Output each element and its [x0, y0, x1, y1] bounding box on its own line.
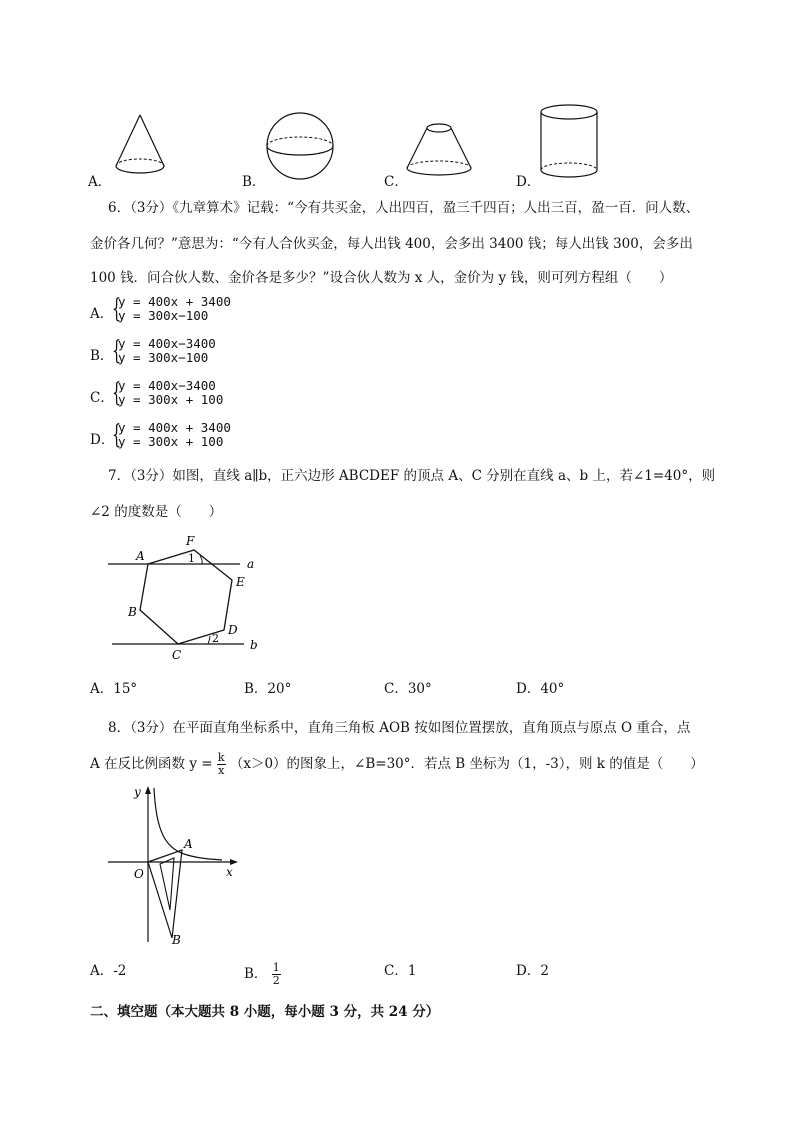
q8-option-b	[244, 962, 281, 987]
triangle-AOB-outer	[148, 850, 182, 938]
q6-stem-line-1: 6．（3分）《九章算术》记载：“今有共买金，人出四百，盈三千四百；人出三百，盈一百．问人数、	[108, 200, 700, 216]
triangle-AOB-inner	[160, 858, 174, 910]
sphere-icon	[262, 110, 342, 182]
label-line-a: a	[247, 557, 255, 571]
q6-option-a-eq1: y = 400x + 3400	[118, 294, 231, 309]
q6-option-b-eq2: y = 300x−100	[118, 350, 209, 365]
q8-option-c: C．1	[384, 963, 417, 979]
label-y: y	[134, 785, 141, 799]
label-O: O	[134, 867, 144, 881]
q6-option-b-label: B．	[90, 348, 114, 364]
q6-option-c-system	[118, 379, 223, 407]
q7-option-a: A．15°	[90, 681, 138, 697]
cylinder-icon	[538, 102, 602, 182]
q8-stem-line-2-post: （x＞0）的图象上，∠B=30°．若点 B 坐标为（1，-3），则 k 的值是（ ）	[229, 756, 704, 772]
q8-stem-line-2-pre: A 在反比例函数 y =	[90, 756, 213, 772]
fraction-denominator: x	[218, 764, 225, 777]
label-angle-1: 1	[188, 552, 195, 565]
section-2-title: 二、填空题（本大题共 8 小题，每小题 3 分，共 24 分）	[90, 1004, 440, 1020]
q6-stem-line-2: 金价各几何？”意思为：“今有人合伙买金，每人出钱 400，会多出 3400 钱；每人出钱 300，会多出	[90, 236, 693, 252]
angle-1-arc	[200, 556, 202, 564]
label-A: A	[184, 837, 193, 851]
label-line-b: b	[250, 638, 258, 652]
q8-option-a: A．-2	[90, 963, 127, 979]
q8-option-d: D．2	[516, 963, 549, 979]
label-E: E	[236, 575, 245, 589]
brace-icon: {	[112, 336, 122, 366]
q5-option-c-label: C．	[384, 174, 408, 190]
q7-option-c: C．30°	[384, 681, 432, 697]
fraction-numerator: 1	[272, 961, 280, 974]
q6-option-d-system	[118, 421, 231, 449]
q6-option-d-eq2: y = 300x + 100	[118, 434, 224, 449]
fraction-numerator: k	[217, 751, 225, 764]
label-x: x	[226, 865, 233, 879]
q5-option-d-label: D．	[516, 174, 541, 190]
label-D: D	[228, 623, 238, 637]
fraction-denominator: 2	[272, 974, 280, 987]
q5-option-b-label: B．	[242, 174, 266, 190]
fraction-k-over-x	[217, 752, 226, 777]
q6-stem-line-3: 100 钱．问合伙人数、金价各是多少？”设合伙人数为 x 人，金价为 y 钱，则可列方程组（ ）	[90, 270, 673, 286]
q6-option-c-label: C．	[90, 390, 114, 406]
q8-option-b-label: B．	[244, 966, 268, 982]
brace-icon: {	[112, 420, 122, 450]
brace-icon: {	[112, 378, 122, 408]
brace-icon: {	[112, 294, 122, 324]
label-angle-2: 2	[212, 632, 219, 645]
q8-stem-line-2	[90, 751, 704, 777]
y-axis-arrow-icon	[145, 786, 151, 794]
q8-stem-line-1: 8．（3分）在平面直角坐标系中，直角三角板 AOB 按如图位置摆放，直角顶点与原点 O 重合，点	[108, 720, 691, 736]
label-B: B	[172, 933, 181, 947]
q6-option-d-eq1: y = 400x + 3400	[118, 420, 231, 435]
q7-hexagon-figure	[100, 528, 280, 668]
label-F: F	[186, 534, 195, 548]
frustum-icon	[402, 120, 478, 180]
cone-icon	[110, 112, 170, 180]
q6-option-c-eq1: y = 400x−3400	[118, 378, 216, 393]
label-A: A	[136, 549, 145, 563]
label-C: C	[172, 648, 182, 662]
q6-option-b-eq1: y = 400x−3400	[118, 336, 216, 351]
q6-option-a-label: A．	[90, 306, 114, 322]
label-B: B	[128, 605, 137, 619]
q7-option-b: B．20°	[244, 681, 292, 697]
q6-option-b-system	[118, 337, 216, 365]
q6-option-a-eq2: y = 300x−100	[118, 308, 209, 323]
q7-stem-line-1: 7．（3分）如图，直线 a∥b，正六边形 ABCDEF 的顶点 A、C 分别在直线 a、b 上，若∠1=40°，则	[108, 468, 716, 484]
q7-option-d: D．40°	[516, 681, 565, 697]
q5-option-a-label: A．	[88, 174, 112, 190]
q6-option-c-eq2: y = 300x + 100	[118, 392, 224, 407]
q6-option-a-system	[118, 295, 231, 323]
q8-coordinate-figure	[104, 782, 244, 950]
q7-stem-line-2: ∠2 的度数是（ ）	[90, 504, 223, 520]
fraction-one-half	[272, 962, 281, 987]
angle-2-arc	[208, 636, 210, 644]
q6-option-d-label: D．	[90, 432, 115, 448]
